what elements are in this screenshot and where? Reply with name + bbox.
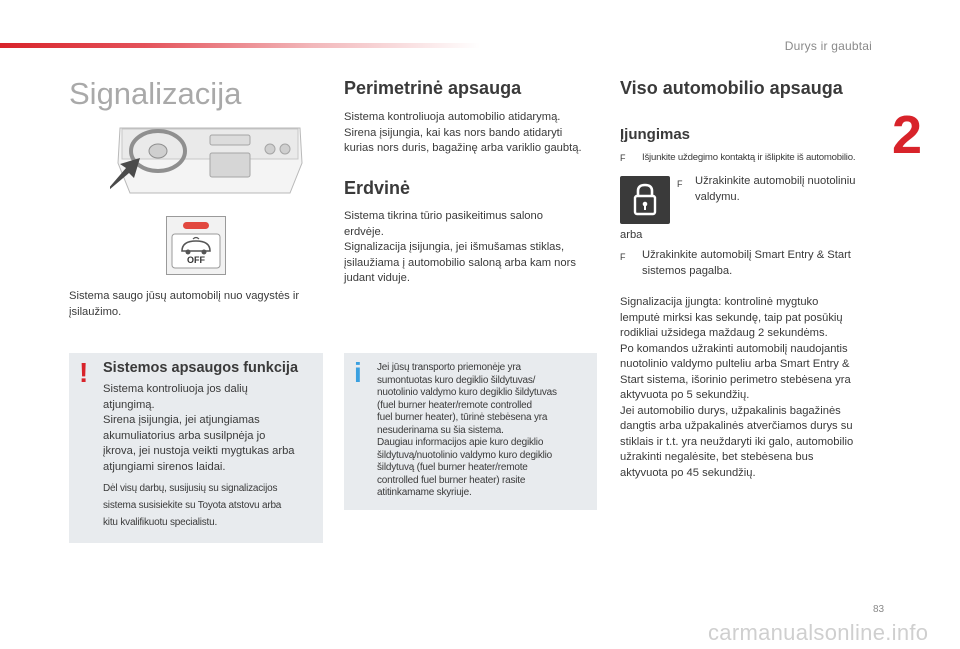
step-1: Išjunkite uždegimo kontaktą ir išlipkite iš automobilio. — [642, 152, 856, 163]
description-line: Start sistema, išorinio perimetro stebėsena yra — [620, 373, 851, 386]
perimeter-text — [344, 110, 599, 157]
volumetric-text — [344, 209, 599, 287]
info-line: sumontuotas kuro degiklio šildytuvas/ — [377, 374, 536, 386]
header-accent-bar — [0, 43, 480, 48]
volumetric-line: erdvėje. — [344, 225, 384, 238]
description-line: aktyvuota po 5 sekundžių. — [620, 389, 750, 401]
info-line: fuel burner heater), tūrinė stebėsena yra — [377, 412, 548, 423]
warning-box-title: Sistemos apsaugos funkcija — [103, 360, 299, 376]
volumetric-line: Sistema tikrina tūrio pasikeitimus salono — [344, 210, 543, 222]
info-line: nuotolinio valdymo kuro degiklio šildytuvas — [377, 387, 557, 398]
step-3-line: sistemos pagalba. — [642, 264, 733, 277]
perimeter-line: Sistema kontroliuoja automobilio atidarymą. — [344, 111, 561, 123]
warning-line: Sistema kontroliuoja jos dalių — [103, 383, 248, 395]
perimeter-line: kurias nors duris, bagažinę arba variklio gaubtą. — [344, 142, 582, 154]
lock-icon — [620, 176, 670, 224]
bullet-marker: F — [620, 153, 626, 163]
warning-note-line: sistema susisiekite su Toyota atstovu arba — [103, 500, 282, 511]
warning-box-text — [103, 382, 318, 475]
chapter-number: 2 — [892, 105, 923, 165]
volumetric-line: Signalizacija įsijungia, jei išmušamas stiklas, — [344, 241, 565, 253]
or-label: arba — [620, 229, 643, 241]
description-line: nuotolinio valdymo pulteliu arba Smart Entry & — [620, 358, 850, 370]
description-line: Jei automobilio durys, užpakalinis bagažinės — [620, 404, 841, 417]
description-line: Signalizacija įjungta: kontrolinė mygtuko — [620, 296, 819, 308]
warning-icon: ! — [79, 357, 89, 388]
info-line: Jei jūsų transporto priemonėje yra — [377, 362, 521, 373]
warning-line: atjungimą. — [103, 398, 155, 411]
activation-subtitle: Įjungimas — [620, 126, 691, 143]
step-3 — [642, 248, 882, 279]
info-line: atitinkamame skyriuje. — [377, 487, 472, 498]
page-title: Signalizacija — [69, 76, 242, 111]
intro-text-line: Sistema saugo jūsų automobilį nuo vagystės ir įsilaužimo. — [69, 290, 300, 318]
info-line: nesuderinama su šia sistema. — [377, 424, 504, 436]
volumetric-title: Erdvinė — [344, 178, 411, 198]
full-protection-title: Viso automobilio apsauga — [620, 78, 843, 98]
warning-line: įkrova, jei nustoja veikti mygtukas arba — [103, 445, 295, 457]
volumetric-line: įsilaužiama į automobilio saloną arba kam nors — [344, 256, 576, 269]
warning-note-line: Dėl visų darbų, susijusių su signalizacijos — [103, 483, 278, 494]
info-line: controlled fuel burner heater) rasite — [377, 474, 526, 486]
description-line: dangtis arba užpakalinės atverčiamos durys su — [620, 420, 853, 432]
description-line: rodikliai užsidega maždaug 2 sekundėms. — [620, 327, 828, 339]
description-line: stiklais ir t.t. yra neuždaryti iki galo, automobilio — [620, 435, 854, 448]
step-2-line: valdymu. — [695, 190, 740, 203]
description-line: aktyvuota po 45 sekundžių. — [620, 466, 756, 479]
activation-description — [620, 295, 882, 481]
step-2 — [695, 174, 885, 205]
info-line: šildytuvą (fuel burner heater/remote — [377, 462, 528, 473]
warning-note-line: kitu kvalifikuotu specialistu. — [103, 517, 218, 528]
bullet-marker: F — [677, 179, 683, 189]
volumetric-line: judant viduje. — [344, 272, 410, 284]
alarm-off-button-icon — [166, 216, 226, 275]
step-3-line: Užrakinkite automobilį Smart Entry & Start — [642, 249, 851, 261]
info-line: Daugiau informacijos apie kuro degiklio — [377, 437, 544, 448]
info-line: (fuel burner heater/remote controlled — [377, 399, 532, 411]
description-line: lemputė mirksi kas sekundę, taip pat posūkių — [620, 311, 843, 324]
warning-line: akumuliatorius arba susilpnėja jo — [103, 429, 266, 442]
description-line: Po komandos užrakinti automobilį naudojantis — [620, 342, 848, 355]
info-box-text — [377, 362, 592, 500]
step-2-line: Užrakinkite automobilį nuotoliniu — [695, 175, 856, 187]
dashboard-illustration — [110, 123, 305, 196]
page-number: 83 — [873, 604, 885, 615]
info-line: šildytuvą/nuotolinio valdymo kuro degiklio — [377, 449, 553, 461]
intro-text — [69, 289, 319, 320]
warning-line: atjungiami sirenos laidai. — [103, 460, 226, 473]
warning-line: Sirena įsijungia, jei atjungiamas — [103, 414, 260, 426]
watermark: carmanualsonline.info — [708, 620, 929, 645]
off-label: OFF — [187, 255, 205, 265]
bullet-marker: F — [620, 252, 626, 262]
info-icon: i — [354, 357, 362, 388]
warning-box-note — [103, 480, 318, 531]
perimeter-title: Perimetrinė apsauga — [344, 78, 522, 98]
description-line: užrakinti negalėsite, bet stebėsena bus — [620, 451, 814, 463]
perimeter-line: Sirena įsijungia, kai kas nors bando atidaryti — [344, 126, 563, 139]
section-label: Durys ir gaubtai — [784, 39, 872, 53]
